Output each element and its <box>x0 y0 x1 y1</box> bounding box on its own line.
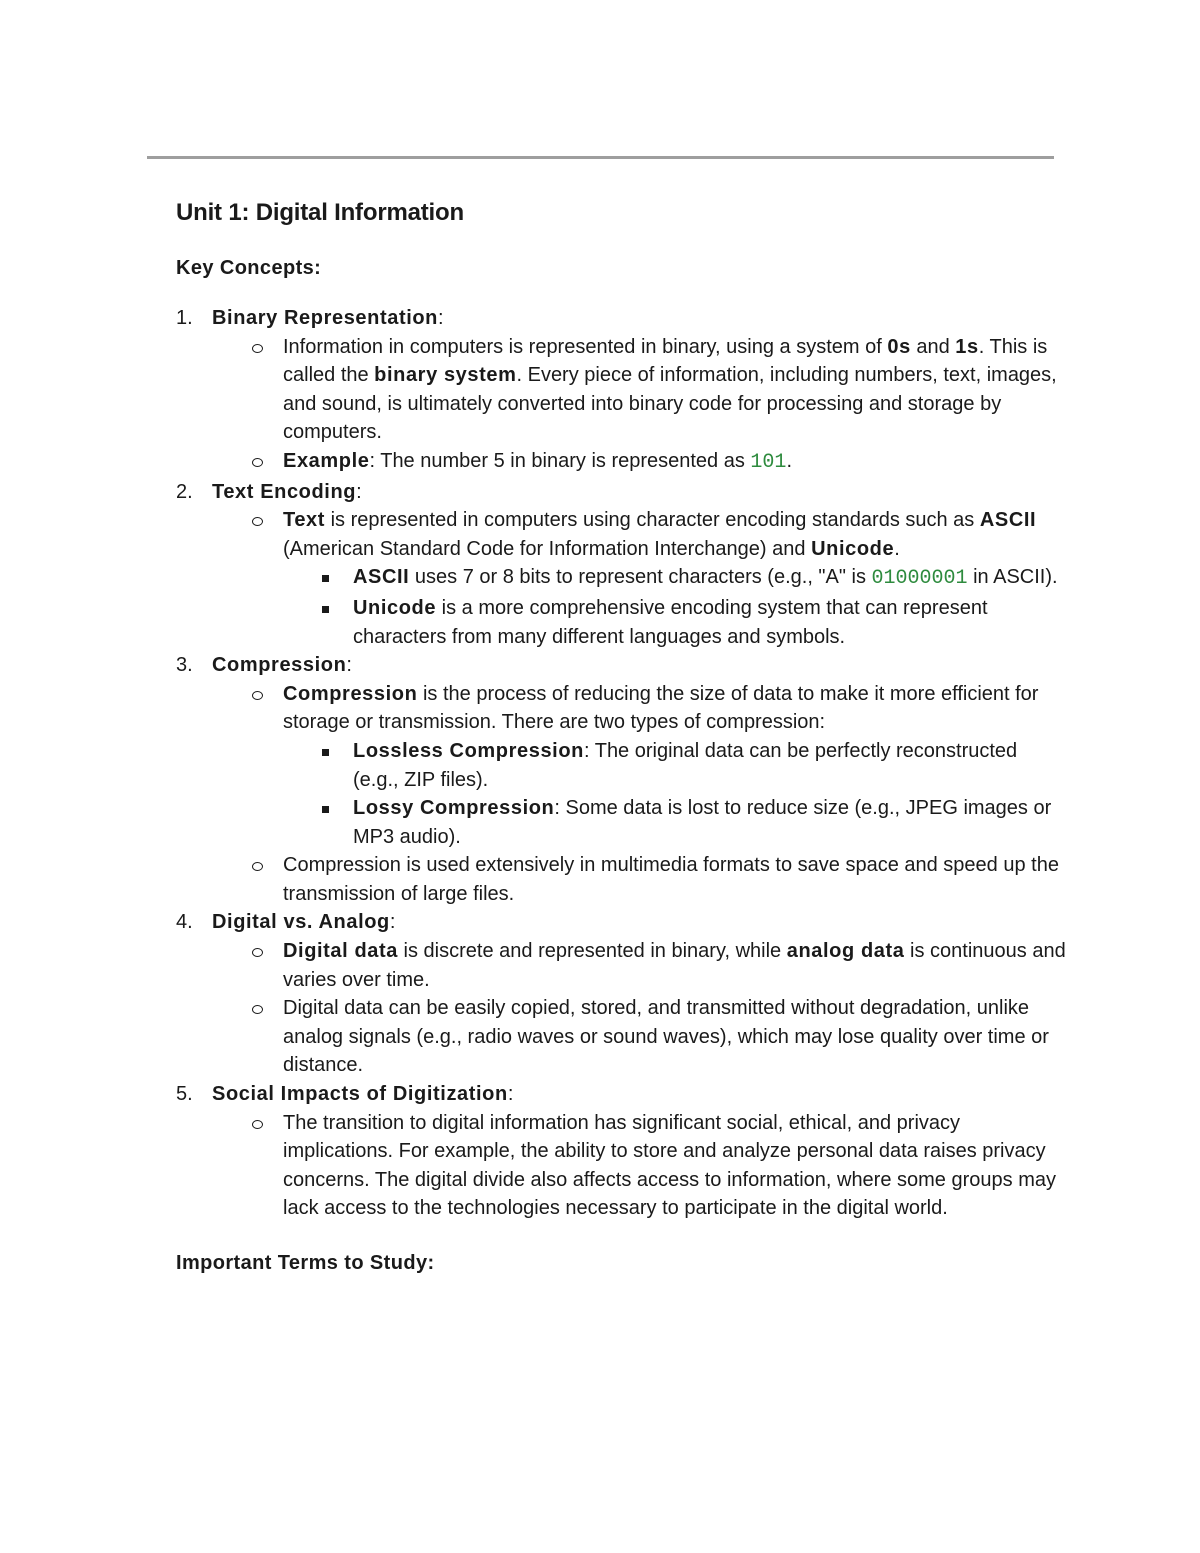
text-run: Information in computers is represented in binary, using a system of <box>283 335 888 358</box>
text-run: . This is called the <box>283 335 1048 387</box>
list-item-binary-representation <box>176 304 1066 478</box>
list-number: 5. <box>176 1083 193 1106</box>
hollow-circle-bullet-icon <box>252 691 263 700</box>
hollow-circle-bullet-icon <box>252 862 263 871</box>
text-run: is represented in computers using character encoding standards such as <box>325 509 980 532</box>
text-run: : Some data is lost to reduce size (e.g., JPEG images or MP3 audio). <box>353 797 1052 848</box>
key-concepts-heading: Key Concepts: <box>176 257 322 279</box>
text-run: : The number 5 in binary is represented as <box>369 449 751 472</box>
colon: : <box>356 480 362 503</box>
bold-term: 0s <box>887 335 911 358</box>
text-run: uses 7 or 8 bits to represent characters (e.g., "A" is <box>409 566 872 589</box>
bold-term: Lossless Compression <box>353 739 584 762</box>
item-heading: Social Impacts of Digitization <box>212 1083 508 1106</box>
list-number: 1. <box>176 307 193 329</box>
item-heading: Digital vs. Analog <box>212 911 390 934</box>
bold-term: binary system <box>374 364 517 387</box>
bold-term: 1s <box>955 335 979 358</box>
text-run: is a more comprehensive encoding system that can represent characters from many different languages and symbols. <box>353 596 988 648</box>
hollow-circle-bullet-icon <box>252 517 263 526</box>
text-run: The transition to digital information has significant social, ethical, and privacy implications. For example, the ability to store and analyze personal data raises privacy concerns. The digital divide also affects access to information, where some groups may lack access to the technologies necessary to participate in the digital world. <box>283 1111 1056 1220</box>
text-run: (American Standard Code for Information Interchange) and <box>283 537 812 560</box>
text-run: is the process of reducing the size of data to make it more efficient for storage or transmission. There are two types of compression: <box>283 682 1039 734</box>
text-run: . <box>786 449 792 472</box>
list-item-text-encoding <box>176 478 1066 652</box>
hollow-circle-bullet-icon <box>252 1120 263 1129</box>
bold-term: Digital data <box>283 940 398 963</box>
text-run: is continuous and varies over time. <box>283 940 1066 991</box>
square-bullet-icon <box>322 749 329 756</box>
list-item-digital-vs-analog <box>176 908 1066 1080</box>
hollow-circle-bullet-icon <box>252 458 263 467</box>
item-heading: Text Encoding <box>212 480 357 503</box>
sub-list <box>212 333 1066 478</box>
sub-item <box>212 333 1066 447</box>
sub-sub-list <box>212 563 1066 651</box>
sub-item <box>212 506 1066 651</box>
text-run: Digital data can be easily copied, stored, and transmitted without degradation, unlike analog signals (e.g., radio waves or sound waves), which may lose quality over time or distance. <box>283 997 1049 1077</box>
list-number: 2. <box>176 480 193 503</box>
bold-term: Unicode <box>811 537 895 560</box>
sub-item <box>212 447 1066 478</box>
sub-sub-item <box>212 794 1066 851</box>
item-heading: Binary Representation <box>212 307 438 329</box>
sub-sub-list <box>212 737 1066 851</box>
sub-item <box>212 680 1066 852</box>
text-run: : The original data can be perfectly reconstructed (e.g., ZIP files). <box>353 739 1018 791</box>
sub-sub-item <box>212 737 1066 794</box>
colon: : <box>389 911 396 934</box>
hollow-circle-bullet-icon <box>252 948 263 957</box>
bold-term: analog data <box>786 940 905 963</box>
sub-item <box>212 1109 1066 1223</box>
sub-item <box>212 937 1066 994</box>
list-item-compression <box>176 651 1066 908</box>
text-run: is discrete and represented in binary, while <box>398 940 787 963</box>
sub-list <box>212 937 1066 1080</box>
list-number: 3. <box>176 654 193 677</box>
colon: : <box>346 654 352 677</box>
important-terms-heading: Important Terms to Study: <box>176 1252 435 1274</box>
list-number: 4. <box>176 911 193 934</box>
hollow-circle-bullet-icon <box>252 344 263 353</box>
colon: : <box>438 307 444 329</box>
bold-term: ASCII <box>353 566 410 589</box>
bold-term: Text <box>283 509 326 532</box>
bold-term: Example <box>283 449 370 472</box>
sub-sub-item <box>212 563 1066 594</box>
concept-list <box>176 304 1066 1223</box>
document-body <box>176 196 1066 1277</box>
horizontal-rule <box>147 156 1054 159</box>
sub-list <box>212 1109 1066 1223</box>
square-bullet-icon <box>322 806 329 813</box>
bold-term: Compression <box>283 682 418 705</box>
sub-list <box>212 680 1066 909</box>
sub-list <box>212 506 1066 651</box>
sub-sub-item <box>212 594 1066 651</box>
bold-term: Unicode <box>353 596 437 619</box>
bold-term: ASCII <box>979 509 1037 532</box>
bold-term: Lossy Compression <box>353 797 555 820</box>
square-bullet-icon <box>322 575 329 582</box>
text-run: . Every piece of information, including numbers, text, images, and sound, is ultimately converted into binary code for processing and storage by computers. <box>283 364 1057 444</box>
square-bullet-icon <box>322 606 329 613</box>
text-run: Compression is used extensively in multimedia formats to save space and speed up the transmission of large files. <box>283 854 1059 905</box>
page-title: Unit 1: Digital Information <box>176 199 464 226</box>
hollow-circle-bullet-icon <box>252 1005 263 1014</box>
colon: : <box>507 1083 514 1106</box>
sub-item <box>212 851 1066 908</box>
item-heading: Compression <box>212 654 347 677</box>
text-run: . <box>894 537 900 560</box>
sub-item <box>212 994 1066 1080</box>
text-run: and <box>910 335 956 358</box>
list-item-social-impacts <box>176 1080 1066 1223</box>
code-value: 101 <box>750 450 787 474</box>
text-run: in ASCII). <box>967 566 1058 589</box>
code-value: 01000001 <box>871 567 968 591</box>
